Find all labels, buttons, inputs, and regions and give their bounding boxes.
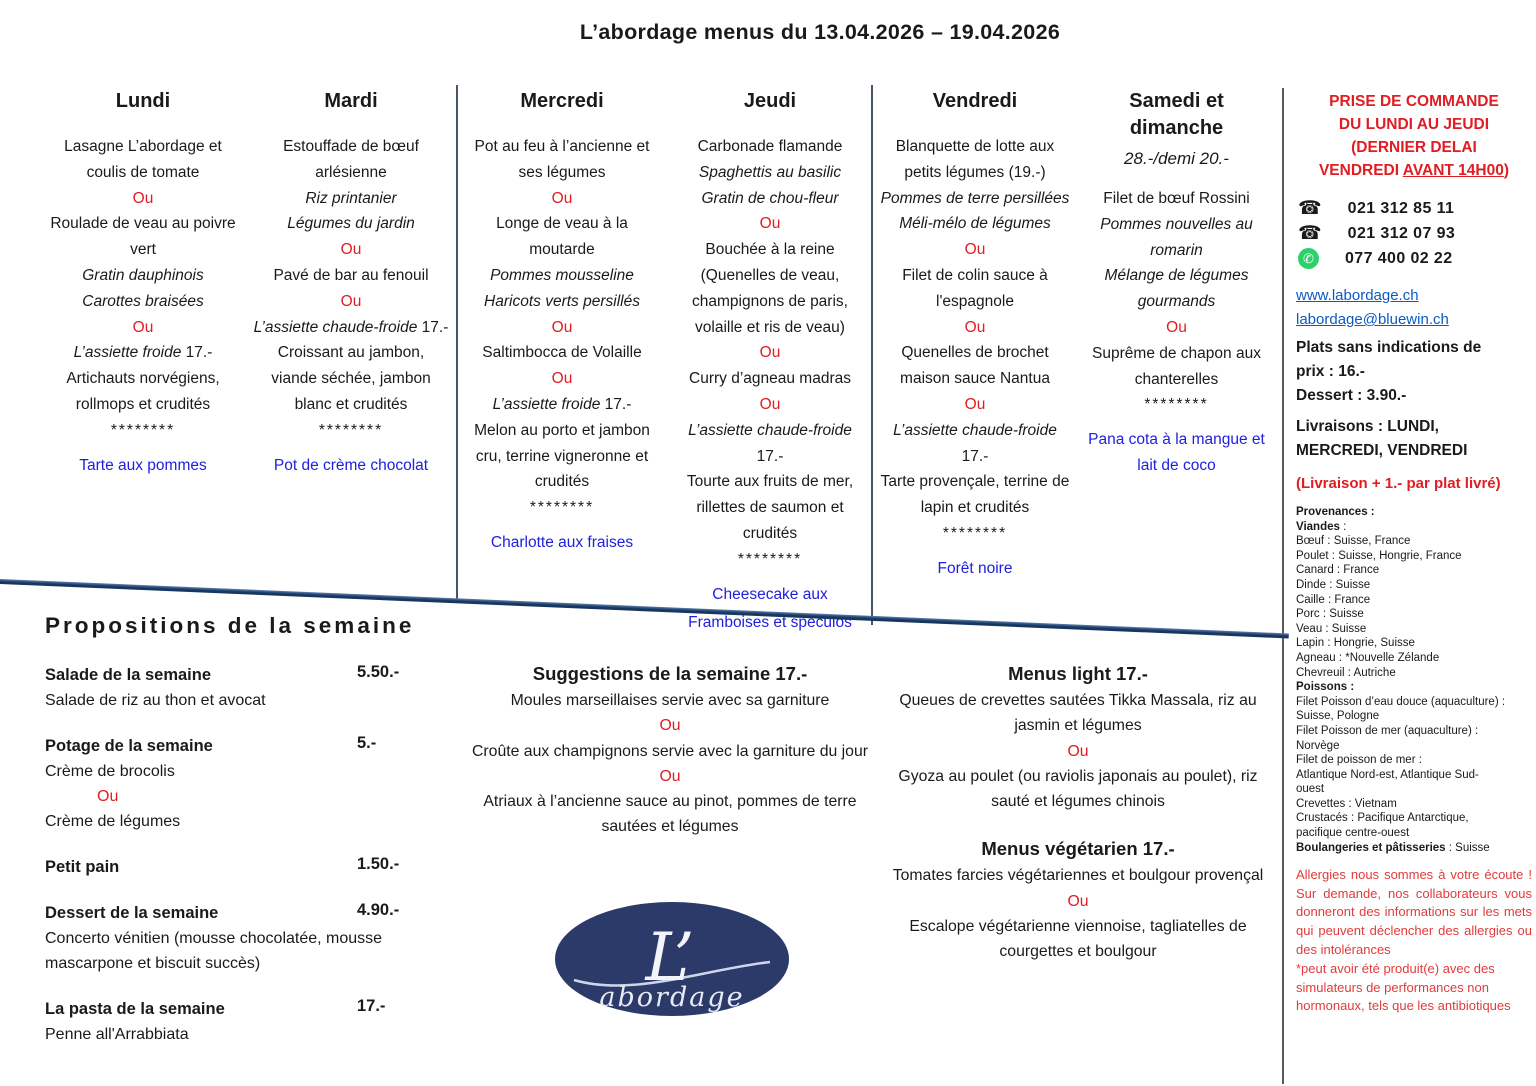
- weekly-suggestions: [455, 660, 885, 840]
- column-divider: [456, 85, 458, 603]
- menu-item: Salade de riz au thon et avocat: [45, 692, 266, 709]
- side-dish: Riz printanier: [305, 189, 397, 207]
- menu-item: Suprême de chapon aux chanterelles: [1092, 344, 1261, 388]
- sidebar-divider: [1282, 88, 1284, 1084]
- item-name: Potage de la semaine: [45, 737, 213, 755]
- menu-item: Gyoza au poulet (ou raviolis japonais au poulet), riz sauté et légumes chinois: [898, 767, 1258, 811]
- special-menus: [880, 660, 1276, 965]
- provenance-line: ouest: [1296, 783, 1325, 796]
- menu-item: Tomates farcies végétariennes et boulgour provençal: [892, 867, 1264, 885]
- phone-row: [1296, 246, 1532, 271]
- or-separator: Ou: [964, 318, 986, 336]
- stars-separator: ********: [1144, 396, 1209, 414]
- stars-separator: ********: [110, 421, 176, 439]
- menu-item: Tourte aux fruits de mer, rillettes de saumon et crudités: [686, 473, 854, 542]
- proposition-item: [45, 855, 445, 880]
- menu-item: Escalope végétarienne viennoise, tagliatelles de courgettes et boulgour: [909, 918, 1247, 961]
- allergy-notice: [1296, 866, 1532, 1016]
- menus-light-lines: [880, 688, 1276, 814]
- day-heading: Samedi et dimanche: [1129, 90, 1224, 139]
- phone-icon: ☎: [1298, 198, 1322, 219]
- delivery-fee: (Livraison + 1.- par plat livré): [1296, 475, 1501, 492]
- menu-item: Penne all'Arrabbiata: [45, 1026, 189, 1043]
- provenance-line: Chevreuil : Autriche: [1296, 666, 1396, 679]
- proposition-item: [45, 997, 445, 1047]
- stars-separator: ********: [318, 421, 384, 439]
- dessert-item: Charlotte aux fraises: [490, 533, 634, 551]
- menu-item: Roulade de veau au poivre vert: [50, 215, 236, 259]
- proposition-item: [45, 901, 445, 976]
- provenance-line: Canard : France: [1296, 564, 1380, 577]
- item-price: 17.-: [357, 997, 386, 1015]
- menu-item: Longe de veau à la moutarde: [496, 215, 628, 259]
- menu-item: Pot au feu à l’ancienne et ses légumes: [474, 138, 650, 181]
- menu-item: Filet de colin sauce à l'espagnole: [902, 266, 1048, 310]
- side-dish: Pommes nouvelles au romarin: [1100, 215, 1253, 259]
- order-notice-line: (DERNIER DELAI: [1351, 139, 1477, 156]
- day-column-jeudi: [668, 88, 872, 636]
- info-sidebar: [1296, 90, 1532, 1017]
- menus-light: [880, 660, 1276, 814]
- item-price: 1.50.-: [357, 855, 400, 873]
- provenance-line: Filet de poisson de mer :: [1296, 754, 1422, 767]
- column-divider: [871, 85, 873, 625]
- day-column-lundi: [40, 88, 246, 636]
- menu-item: Moules marseillaises servie avec sa garniture: [510, 692, 830, 709]
- provenance-line: Provenances :: [1296, 506, 1375, 518]
- menu-item: Carbonade flamande: [697, 138, 843, 155]
- dessert-item: Pana cota à la mangue et lait de coco: [1088, 431, 1265, 474]
- or-separator: Ou: [759, 344, 781, 362]
- or-separator: Ou: [759, 395, 781, 413]
- day-heading: Lundi: [115, 90, 171, 112]
- phone-list: [1296, 196, 1532, 271]
- item-price: 5.-: [357, 734, 377, 752]
- provenance-line: Suisse, Pologne: [1296, 710, 1380, 723]
- pricing-line: prix : 16.-: [1296, 363, 1365, 380]
- menu-item: Pavé de bar au fenouil: [273, 266, 429, 284]
- logo-word: abordage: [599, 982, 745, 1013]
- menu-item: Tarte provençale, terrine de lapin et crudités: [880, 473, 1070, 517]
- menu-item-priced: L’assiette froide 17.-: [492, 395, 632, 413]
- side-dish: Pommes de terre persillées: [880, 189, 1070, 207]
- page-title: L’abordage menus du 13.04.2026 – 19.04.2026: [579, 20, 1061, 44]
- order-notice-line: PRISE DE COMMANDE: [1329, 93, 1499, 110]
- suggestions-lines: [455, 688, 885, 840]
- provenance-line: Porc : Suisse: [1296, 608, 1364, 621]
- phone-row: [1296, 196, 1532, 221]
- whatsapp-icon: ✆: [1298, 248, 1319, 269]
- or-separator: Ou: [1166, 318, 1187, 336]
- or-separator: Ou: [964, 241, 986, 259]
- provenance-list: [1296, 505, 1532, 855]
- proposition-item: [45, 734, 445, 834]
- day-column-samedi-et-dimanche: [1078, 88, 1275, 636]
- provenance-line: Norvège: [1296, 739, 1340, 752]
- menu-item: Filet de bœuf Rossini: [1103, 190, 1250, 207]
- or-separator: Ou: [97, 788, 119, 805]
- day-column-vendredi: [872, 88, 1078, 636]
- phone-icon: ☎: [1298, 223, 1322, 244]
- provenance-line: Viandes :: [1296, 520, 1347, 533]
- phone-number: 021 312 85 11: [1347, 199, 1455, 217]
- proposition-item: [45, 663, 445, 713]
- menus-light-title: Menus light 17.-: [1008, 663, 1148, 684]
- menu-item: Melon au porto et jambon cru, terrine vigneronne et crudités: [474, 421, 650, 491]
- item-name: La pasta de la semaine: [45, 1000, 225, 1018]
- item-price: 5.50.-: [357, 663, 400, 681]
- order-notice-line: VENDREDI AVANT 14H00): [1318, 162, 1510, 179]
- or-separator: Ou: [551, 189, 573, 207]
- menu-item: Artichauts norvégiens, rollmops et crudités: [66, 370, 220, 413]
- side-dish: Gratin dauphinois: [82, 266, 204, 284]
- provenance-line: Filet Poisson de mer (aquaculture) :: [1296, 724, 1479, 737]
- menu-item-priced: L’assiette froide 17.-: [73, 344, 213, 362]
- menu-item: Quenelles de brochet maison sauce Nantua: [900, 344, 1050, 388]
- dessert-item: Forêt noire: [937, 559, 1013, 577]
- menu-item: Bouchée à la reine (Quenelles de veau, champignons de paris, volaille et ris de veau): [692, 241, 848, 336]
- stars-separator: ********: [529, 499, 595, 517]
- day-heading: Mardi: [324, 90, 378, 112]
- menu-item-priced: L’assiette chaude-froide 17.-: [688, 421, 852, 465]
- menu-item-priced: L’assiette chaude-froide 17.-: [893, 421, 1057, 465]
- or-separator: Ou: [1067, 892, 1089, 910]
- dessert-item: Framboises et spéculos: [688, 614, 852, 632]
- or-separator: Ou: [132, 318, 154, 336]
- item-name: Dessert de la semaine: [45, 904, 219, 922]
- day-heading: Vendredi: [932, 90, 1018, 112]
- side-dish: Carottes braisées: [82, 292, 204, 310]
- menu-item: Saltimbocca de Volaille: [482, 344, 642, 362]
- phone-number: 021 312 07 93: [1347, 224, 1456, 242]
- provenance-line: Filet Poisson d’eau douce (aquaculture) :: [1296, 695, 1506, 708]
- weekly-propositions: [45, 613, 445, 1068]
- or-separator: Ou: [1067, 742, 1089, 760]
- or-separator: Ou: [340, 292, 362, 310]
- or-separator: Ou: [659, 717, 681, 735]
- item-price: 4.90.-: [357, 901, 400, 919]
- provenance-line: Dinde : Suisse: [1296, 578, 1371, 591]
- provenance-line: Agneau : *Nouvelle Zélande: [1296, 651, 1440, 664]
- contact-links: [1296, 284, 1532, 332]
- dessert-item: Pot de crème chocolat: [273, 456, 429, 474]
- day-heading: Jeudi: [743, 90, 797, 112]
- day-column-mardi: [246, 88, 456, 636]
- contact-link[interactable]: labordage@bluewin.ch: [1296, 311, 1449, 328]
- or-separator: Ou: [132, 189, 154, 207]
- provenance-line: Lapin : Hongrie, Suisse: [1296, 637, 1415, 650]
- allergy-note: *peut avoir été produit(e) avec des simulateurs de performances non hormonaux, tels que les antibiotiques: [1296, 961, 1511, 1014]
- menu-item: Croissant au jambon, viande séchée, jambon blanc et crudités: [271, 344, 431, 413]
- menu-item: Crème de légumes: [45, 813, 181, 830]
- dessert-item: Cheesecake aux: [712, 585, 828, 603]
- side-dish: Haricots verts persillés: [484, 292, 640, 310]
- allergy-note: Allergies nous sommes à votre écoute ! Sur demande, nos collaborateurs vous donneront des informations sur les mets qui peuvent déclencher des allergies ou des intolérances: [1296, 867, 1532, 957]
- day-column-mercredi: [456, 88, 668, 636]
- stars-separator: ********: [737, 550, 803, 568]
- menu-item: Concerto vénitien (mousse chocolatée, mousse mascarpone et biscuit succès): [45, 930, 383, 972]
- day-price-note: 28.-/demi 20.-: [1124, 149, 1229, 168]
- side-dish: Gratin de chou-fleur: [701, 189, 839, 207]
- menu-item: Blanquette de lotte aux petits légumes (19.-): [895, 138, 1055, 181]
- menus-vegetarien-lines: [880, 863, 1276, 964]
- menus-vegetarien-title: Menus végétarien 17.-: [981, 838, 1175, 860]
- side-dish: Légumes du jardin: [287, 215, 415, 233]
- provenance-line: pacifique centre-ouest: [1296, 827, 1410, 840]
- or-separator: Ou: [551, 370, 573, 388]
- menu-item: Croûte aux champignons servie avec la garniture du jour: [471, 742, 869, 760]
- provenance-line: Poulet : Suisse, Hongrie, France: [1296, 549, 1462, 562]
- provenance-line: Poissons :: [1296, 681, 1355, 694]
- menu-item: Queues de crevettes sautées Tikka Massala, riz au jasmin et légumes: [899, 692, 1257, 735]
- or-separator: Ou: [964, 395, 986, 413]
- dessert-item: Tarte aux pommes: [79, 456, 207, 474]
- menu-item: Crème de brocolis: [45, 763, 175, 780]
- side-dish: Pommes mousseline: [490, 266, 634, 284]
- delivery-line: MERCREDI, VENDREDI: [1296, 442, 1468, 459]
- menu-item-priced: L’assiette chaude-froide 17.-: [253, 318, 449, 336]
- restaurant-logo: [552, 900, 792, 1022]
- stars-separator: ********: [942, 524, 1008, 542]
- or-separator: Ou: [759, 215, 781, 233]
- item-name: Petit pain: [45, 858, 120, 876]
- logo-initial: L’: [645, 919, 695, 996]
- provenance-line: Crevettes : Vietnam: [1296, 797, 1397, 810]
- item-name: Salade de la semaine: [45, 666, 212, 684]
- day-heading: Mercredi: [520, 90, 604, 112]
- pricing-line: Plats sans indications de: [1296, 339, 1482, 356]
- provenance-line: Crustacés : Pacifique Antarctique,: [1296, 812, 1469, 825]
- side-dish: Spaghettis au basilic: [698, 163, 842, 181]
- menu-item: Atriaux à l’ancienne sauce au pinot, pommes de terre sautées et légumes: [483, 793, 857, 836]
- order-notice-line: DU LUNDI AU JEUDI: [1338, 116, 1490, 133]
- side-dish: Mélange de légumes gourmands: [1104, 267, 1249, 311]
- or-separator: Ou: [340, 241, 362, 259]
- suggestions-title: Suggestions de la semaine 17.-: [532, 663, 808, 684]
- contact-link[interactable]: www.labordage.ch: [1296, 287, 1419, 304]
- menu-item: Lasagne L’abordage et coulis de tomate: [64, 138, 222, 181]
- proposition-list: [45, 663, 445, 1047]
- week-menu: [40, 88, 1275, 636]
- delivery-days: [1296, 415, 1532, 463]
- menus-vegetarien: [880, 835, 1276, 964]
- side-dish: Méli-mélo de légumes: [899, 215, 1051, 233]
- provenance-line: Boulangeries et pâtisseries : Suisse: [1296, 841, 1490, 854]
- pricing-line: Dessert : 3.90.-: [1296, 387, 1407, 404]
- menu-item: Curry d’agneau madras: [689, 370, 851, 388]
- provenance-line: Caille : France: [1296, 593, 1371, 606]
- provenance-line: Bœuf : Suisse, France: [1296, 535, 1411, 548]
- or-separator: Ou: [551, 318, 573, 336]
- provenance-line: Atlantique Nord-est, Atlantique Sud-: [1296, 768, 1479, 781]
- provenance-line: Veau : Suisse: [1296, 622, 1367, 635]
- or-separator: Ou: [659, 767, 681, 785]
- phone-row: [1296, 221, 1532, 246]
- pricing-info: [1296, 336, 1532, 408]
- menu-item: Estouffade de bœuf arlésienne: [283, 138, 419, 181]
- phone-number: 077 400 02 22: [1345, 249, 1453, 267]
- delivery-line: Livraisons : LUNDI,: [1296, 418, 1439, 435]
- order-notice: [1296, 90, 1532, 182]
- propositions-title: Propositions de la semaine: [45, 613, 415, 638]
